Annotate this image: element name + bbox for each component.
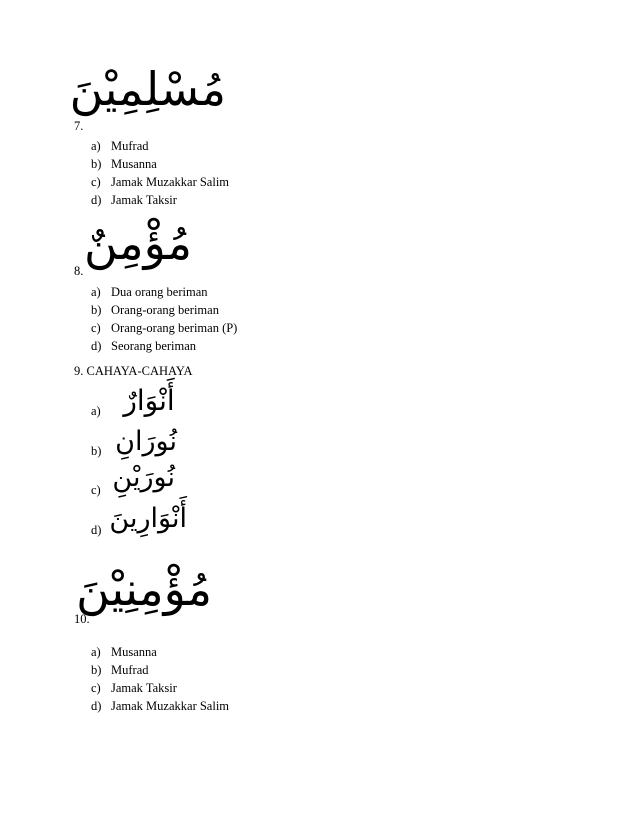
q9-option-d-arabic: أَنْوَارِينَ — [109, 503, 187, 534]
q7-number: 7. — [74, 119, 84, 133]
option-letter: b) — [91, 663, 102, 677]
option-letter: d) — [91, 339, 102, 353]
q9-option-c[interactable] — [91, 460, 211, 496]
q8-number: 8. — [74, 264, 84, 278]
q10-option-c[interactable] — [91, 681, 177, 696]
option-letter: b) — [91, 444, 102, 458]
option-text: Seorang beriman — [111, 339, 197, 353]
option-letter: c) — [91, 175, 101, 189]
q8-option-d[interactable] — [91, 339, 196, 354]
option-text: Jamak Taksir — [111, 681, 177, 695]
option-letter: a) — [91, 139, 101, 153]
option-text: Mufrad — [111, 663, 149, 677]
option-letter: a) — [91, 404, 101, 418]
q9-title: 9. CAHAYA-CAHAYA — [74, 364, 193, 378]
q7-option-a[interactable] — [91, 139, 149, 154]
q8-option-c[interactable] — [91, 321, 237, 336]
option-letter: c) — [91, 483, 101, 497]
q7-option-c[interactable] — [91, 175, 229, 190]
q7-option-b[interactable] — [91, 157, 157, 172]
option-text: Mufrad — [111, 139, 149, 153]
option-letter: b) — [91, 157, 102, 171]
option-letter: a) — [91, 645, 101, 659]
option-letter: c) — [91, 321, 101, 335]
q9-option-c-arabic: نُورَيْنِ — [112, 462, 175, 493]
q10-option-d[interactable] — [91, 699, 229, 714]
q9-option-a[interactable] — [91, 385, 211, 421]
option-letter: d) — [91, 193, 102, 207]
option-text: Dua orang beriman — [111, 285, 208, 299]
q9-option-d[interactable] — [91, 503, 211, 539]
q10-arabic-word: مُؤْمِنِيْنَ — [76, 562, 212, 616]
option-letter: c) — [91, 681, 101, 695]
q8-arabic-word: مُؤْمِنٌ — [83, 216, 192, 270]
q7-arabic-word: مُسْلِمِيْنَ — [69, 62, 226, 116]
option-letter: b) — [91, 303, 102, 317]
q8-option-a[interactable] — [91, 285, 208, 300]
q7-option-d[interactable] — [91, 193, 177, 208]
option-text: Jamak Taksir — [111, 193, 177, 207]
option-text: Jamak Muzakkar Salim — [111, 175, 230, 189]
option-text: Orang-orang beriman (P) — [111, 321, 238, 335]
option-text: Jamak Muzakkar Salim — [111, 699, 230, 713]
option-text: Musanna — [111, 157, 157, 171]
option-letter: d) — [91, 523, 102, 537]
option-letter: d) — [91, 699, 102, 713]
q10-number: 10. — [74, 612, 90, 626]
q9-option-a-arabic: أَنْوَارٌ — [123, 384, 175, 417]
option-text: Musanna — [111, 645, 157, 659]
q10-option-b[interactable] — [91, 663, 149, 678]
q9-option-b-arabic: نُورَانِ — [115, 426, 177, 457]
q9-option-b[interactable] — [91, 424, 211, 460]
q8-option-b[interactable] — [91, 303, 219, 318]
option-text: Orang-orang beriman — [111, 303, 219, 317]
option-letter: a) — [91, 285, 101, 299]
q10-option-a[interactable] — [91, 645, 157, 660]
